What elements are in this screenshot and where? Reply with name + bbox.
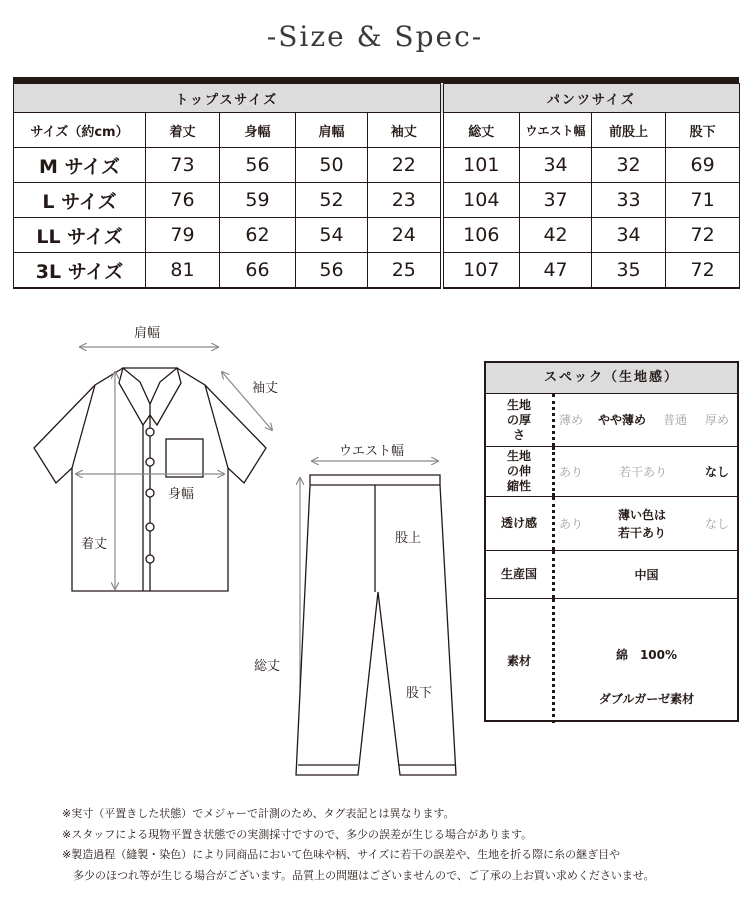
table-cell: 34 [520, 148, 592, 183]
shoulder-label: 肩幅 [134, 326, 161, 341]
table-row [14, 253, 740, 289]
note-line: ※実寸（平置きした状態）でメジャーで計測のため、タグ表記とは異なります。 [62, 807, 455, 820]
size-label: L サイズ [14, 183, 146, 218]
size-label: 3L サイズ [14, 253, 146, 289]
note-line: ※スタッフによる現物平置き状態での実測採寸ですので、多少の誤差が生じる場合があります。 [62, 827, 533, 841]
table-cell: 101 [442, 148, 520, 183]
pants-size-header: パンツサイズ [442, 84, 740, 113]
table-cell: 66 [220, 253, 296, 289]
table-cell: 47 [520, 253, 592, 289]
body-width-label: 身幅 [168, 487, 195, 502]
spec-row-sheer [486, 497, 737, 551]
spec-option: 薄め [558, 413, 583, 427]
table-cell: 79 [146, 218, 220, 253]
table-cell: 72 [666, 218, 740, 253]
column-header: 股下 [666, 113, 740, 148]
length-label: 着丈 [81, 537, 108, 552]
size-label: LL サイズ [14, 218, 146, 253]
table-cell: 54 [296, 218, 368, 253]
spec-label: 素材 [506, 653, 531, 668]
notes [62, 804, 655, 886]
table-row [14, 183, 740, 218]
spec-label: 生産国 [500, 567, 537, 581]
table-cell: 37 [520, 183, 592, 218]
spec-option: なし [704, 516, 729, 531]
table-cell: 23 [368, 183, 442, 218]
rise-label: 股上 [395, 531, 422, 546]
table-cell: 50 [296, 148, 368, 183]
column-header: サイズ（約cm） [14, 113, 146, 148]
spec-header: スペック（生地感） [486, 363, 737, 394]
table-cell: 35 [592, 253, 666, 289]
spec-row-stretch [486, 447, 737, 497]
table-cell: 81 [146, 253, 220, 289]
table-cell: 42 [520, 218, 592, 253]
total-length-label: 総丈 [254, 659, 281, 674]
spec-value: 綿 100% [615, 648, 678, 662]
table-cell: 76 [146, 183, 220, 218]
spec-label: 生地の厚さ [506, 397, 531, 442]
size-label: M サイズ [14, 148, 146, 183]
column-header: 着丈 [146, 113, 220, 148]
spec-row-thickness [486, 394, 737, 447]
table-cell: 107 [442, 253, 520, 289]
spec-option-selected: やや薄め [597, 413, 646, 427]
table-cell: 22 [368, 148, 442, 183]
table-row [14, 218, 740, 253]
table-cell: 71 [666, 183, 740, 218]
table-cell: 24 [368, 218, 442, 253]
table-cell: 25 [368, 253, 442, 289]
table-cell: 56 [296, 253, 368, 289]
spec-label: 生地の伸縮性 [506, 449, 531, 493]
table-cell: 62 [220, 218, 296, 253]
table-cell: 72 [666, 253, 740, 289]
table-cell: 104 [442, 183, 520, 218]
page-title: -Size & Spec- [266, 20, 484, 53]
column-header: 前股上 [592, 113, 666, 148]
spec-label: 透け感 [500, 516, 537, 530]
spec-option-selected: なし [704, 464, 729, 479]
table-cell: 33 [592, 183, 666, 218]
pants-outline [296, 475, 456, 775]
column-header: 肩幅 [296, 113, 368, 148]
shirt-outline [34, 368, 266, 591]
spec-option: あり [558, 516, 583, 531]
spec-option: あり [558, 464, 583, 479]
table-cell: 52 [296, 183, 368, 218]
spec-option: 普通 [662, 413, 687, 427]
column-header: ウエスト幅 [520, 113, 592, 148]
spec-row-origin [486, 551, 737, 599]
size-table [13, 83, 740, 289]
waist-label: ウエスト幅 [339, 444, 405, 459]
sleeve-label: 袖丈 [252, 381, 279, 396]
table-cell: 73 [146, 148, 220, 183]
note-line: 多少のほつれ等が生じる場合がございます。品質上の問題はございませんので、ご了承の上お買い求めくださいませ。 [73, 868, 655, 882]
spec-option: 厚め [704, 413, 729, 427]
table-cell: 34 [592, 218, 666, 253]
spec-box [484, 361, 739, 722]
table-cell: 106 [442, 218, 520, 253]
tops-size-header: トップスサイズ [14, 84, 442, 113]
table-cell: 32 [592, 148, 666, 183]
spec-row-material [486, 599, 737, 723]
column-header: 総丈 [442, 113, 520, 148]
table-cell: 59 [220, 183, 296, 218]
note-line: ※製造過程（縫製・染色）により同商品において色味や柄、サイズに若干の誤差や、生地を折る際に糸の継ぎ目や [62, 848, 621, 861]
column-header: 袖丈 [368, 113, 442, 148]
table-cell: 69 [666, 148, 740, 183]
column-header: 身幅 [220, 113, 296, 148]
spec-value: ダブルガーゼ素材 [598, 692, 695, 706]
spec-value: 中国 [634, 567, 659, 582]
spec-option-selected: 薄い色は若干あり [617, 507, 666, 540]
table-row [14, 148, 740, 183]
inseam-label: 股下 [406, 686, 433, 701]
table-cell: 56 [220, 148, 296, 183]
spec-option: 若干あり [618, 464, 667, 479]
